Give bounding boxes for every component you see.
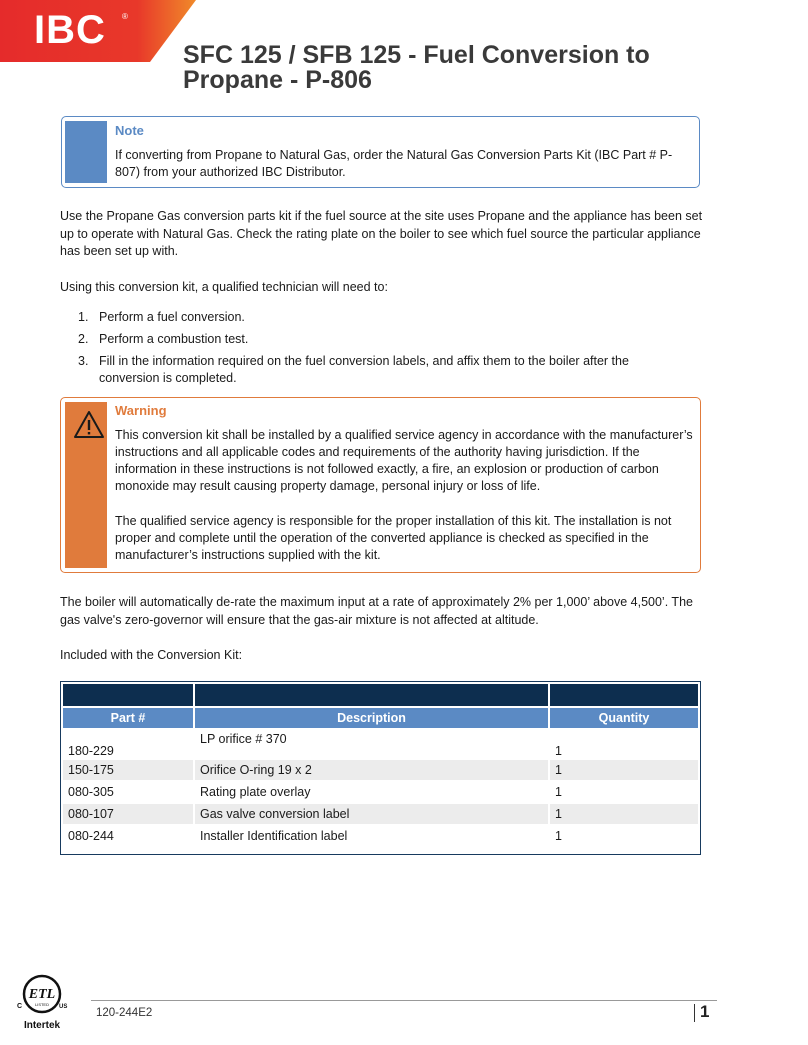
warning-text: This conversion kit shall be installed by a qualified service agency in accordance with the manufacturer’s instructions and all applicable codes and requirements of the authority having jurisdiction. If the information in these instructions is not followed exactly, a fire, an explosion or production of carbon monoxide may result causing property damage, personal injury or loss of life. [115, 428, 693, 493]
logo-registered-mark: ® [122, 12, 128, 21]
table-row [63, 730, 698, 758]
description-cell: LP orifice # 370 [200, 732, 287, 746]
intertek-text: Intertek [23, 1020, 61, 1031]
list-item [78, 309, 678, 326]
table-row [63, 804, 698, 824]
table-header-row [63, 708, 698, 728]
table-row [63, 760, 698, 780]
page-number: 1 [700, 1002, 710, 1021]
document-code: 120-244E2 [96, 1007, 153, 1019]
title-line-1: SFC 125 / SFB 125 - Fuel Conversion to [183, 41, 650, 69]
column-header-description: Description [195, 708, 548, 728]
part-cell: 150-175 [63, 760, 193, 780]
description-cell: Gas valve conversion label [195, 804, 548, 824]
column-header-part: Part # [63, 708, 193, 728]
page-number-separator [694, 1004, 695, 1022]
description-cell: Rating plate overlay [200, 785, 311, 799]
description-cell: Orifice O-ring 19 x 2 [195, 760, 548, 780]
etl-mark-text: ETL [28, 987, 56, 1002]
step-number: 3. [78, 354, 89, 368]
step-text: Fill in the information required on the fuel conversion labels, and affix them to the boiler after the conversion is completed. [99, 354, 629, 385]
warning-title: Warning [115, 403, 167, 418]
step-number: 2. [78, 332, 89, 346]
logo-text: IBC [34, 8, 106, 52]
step-text: Perform a fuel conversion. [99, 310, 245, 324]
note-text: If converting from Propane to Natural Gas, order the Natural Gas Conversion Parts Kit (IBC Part # P-807) from your authorized IBC Distributor. [115, 148, 673, 179]
steps-lead-paragraph: Using this conversion kit, a qualified technician will need to: [60, 280, 388, 294]
note-title: Note [115, 123, 144, 138]
brand-logo [0, 0, 200, 64]
quantity-cell: 1 [555, 744, 562, 758]
part-cell: 080-244 [68, 829, 114, 843]
warning-callout [60, 397, 701, 573]
warning-text-secondary: The qualified service agency is responsible for the proper installation of this kit. The installation is not proper and complete until the operation of the converted appliance is checked as specified in the manufacturer’s instructions supplied with the kit. [115, 514, 672, 562]
parts-table [60, 681, 701, 855]
note-callout [61, 116, 700, 188]
table-banner-cell [550, 684, 698, 706]
list-item [78, 353, 678, 387]
step-number: 1. [78, 310, 89, 324]
table-banner-row [63, 684, 698, 706]
etl-listed-text: LISTED [34, 1002, 50, 1007]
intro-paragraph: Use the Propane Gas conversion parts kit if the fuel source at the site uses Propane and the appliance has been set up to operate with Natural Gas. Check the rating plate on the boiler to see which fuel source the particular appliance has been set up with. [60, 209, 703, 258]
description-cell: Installer Identification label [200, 829, 348, 843]
table-row [63, 826, 698, 846]
etl-us-text: US [59, 1004, 68, 1010]
table-banner-cell [63, 684, 193, 706]
parts-table-grid [61, 682, 700, 848]
quantity-cell: 1 [550, 804, 698, 824]
quantity-cell: 1 [550, 760, 698, 780]
note-accent-bar [65, 121, 107, 183]
table-row [63, 782, 698, 802]
part-cell: 080-305 [68, 785, 114, 799]
footer-divider [91, 1000, 717, 1001]
warning-accent-bar [65, 402, 107, 568]
derate-paragraph: The boiler will automatically de-rate the maximum input at a rate of approximately 2% per 1,000’ above 4,500’. The gas valve's zero-governor will ensure that the gas-air mixture is not affected at altitude. [60, 595, 693, 627]
part-cell: 180-229 [68, 744, 114, 758]
table-banner-cell [195, 684, 548, 706]
step-text: Perform a combustion test. [99, 332, 249, 346]
column-header-quantity: Quantity [550, 708, 698, 728]
page-title [183, 43, 743, 93]
steps-list [78, 309, 678, 392]
part-cell: 080-107 [63, 804, 193, 824]
included-paragraph: Included with the Conversion Kit: [60, 648, 243, 662]
warning-triangle-icon [73, 410, 105, 440]
quantity-cell: 1 [555, 785, 562, 799]
title-line-2: Propane - P-806 [183, 66, 372, 94]
etl-certification-mark [14, 968, 70, 1032]
list-item [78, 331, 678, 348]
quantity-cell: 1 [555, 829, 562, 843]
etl-c-text: C [17, 1003, 23, 1010]
